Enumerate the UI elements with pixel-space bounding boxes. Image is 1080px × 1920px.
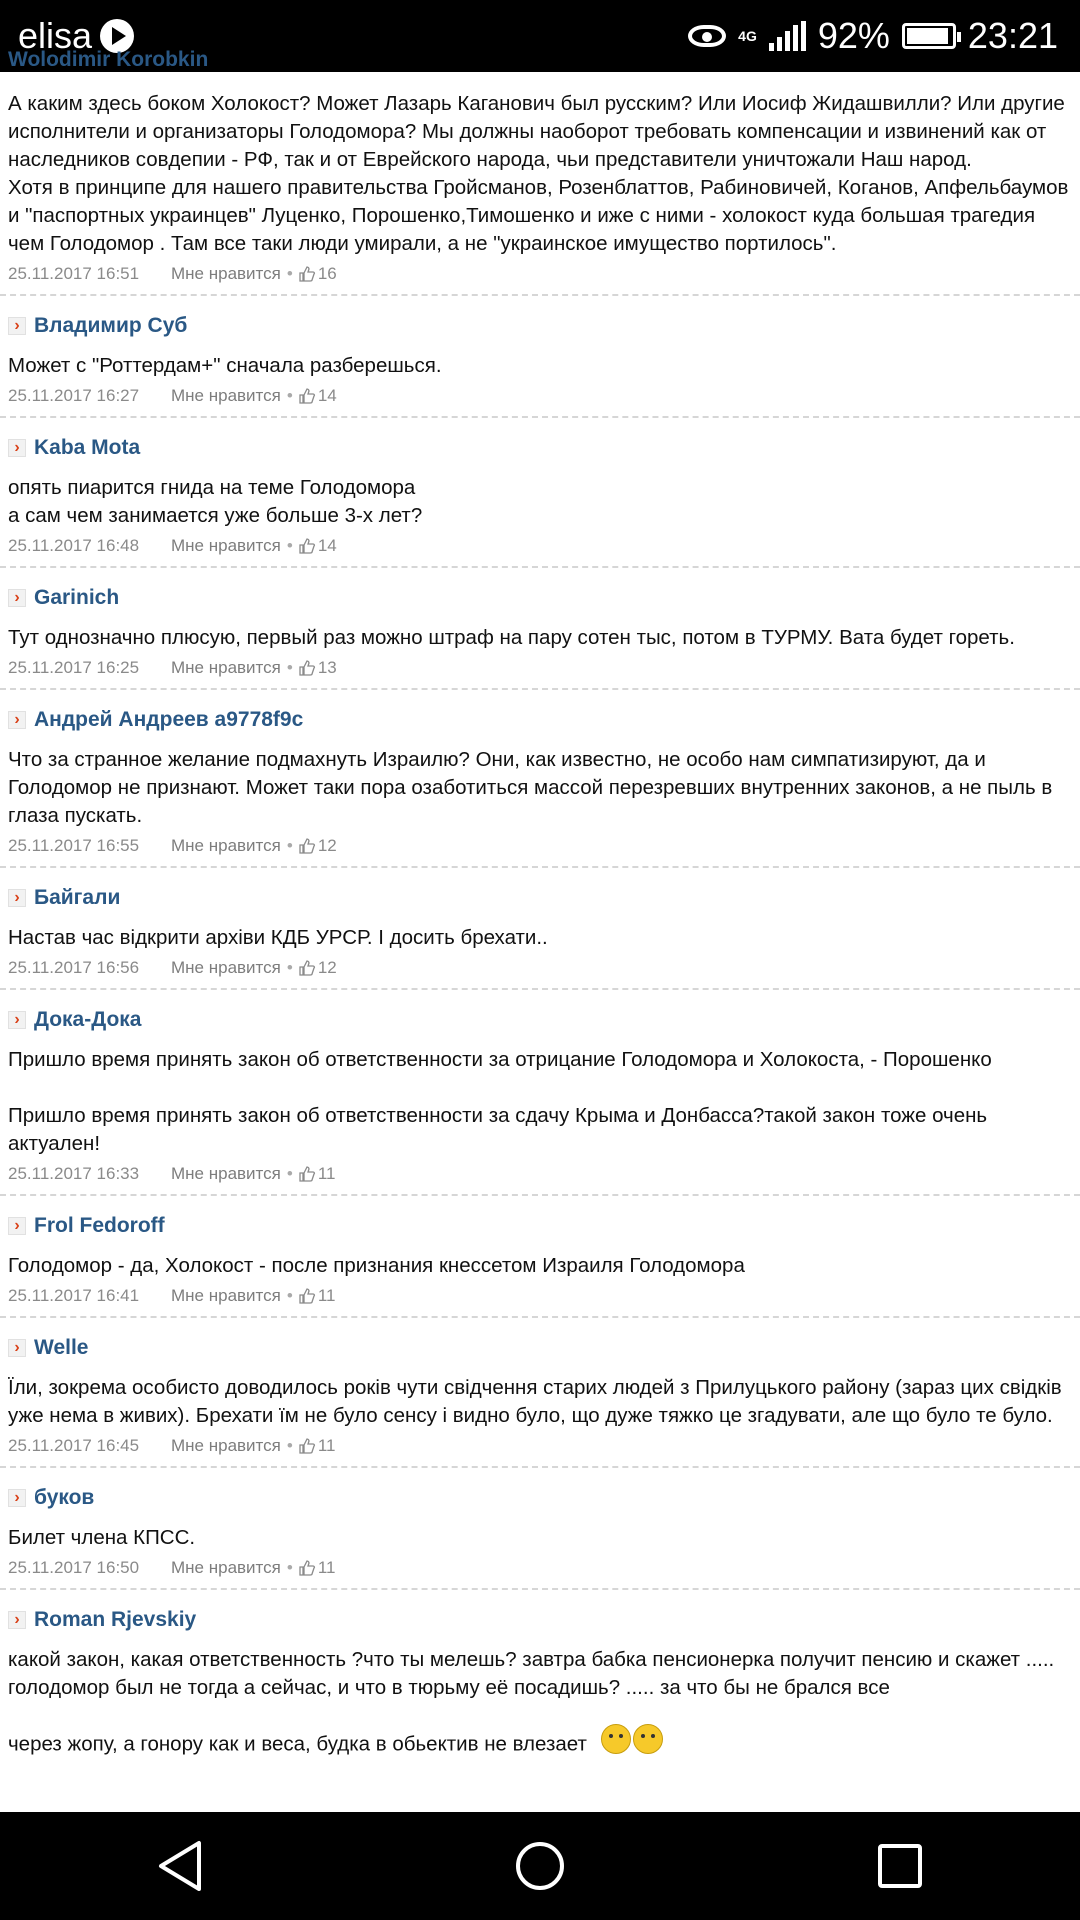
comment-meta — [8, 1552, 1072, 1588]
comment-date: 25.11.2017 16:48 — [8, 536, 140, 555]
like-count: 12 — [317, 836, 337, 855]
separator: • — [286, 958, 293, 977]
thumbs-up-icon — [299, 1560, 315, 1576]
like-count: 14 — [317, 386, 337, 405]
separator: • — [286, 264, 293, 283]
comment — [0, 296, 1080, 418]
chevron-right-icon: › — [8, 711, 26, 729]
like-count: 14 — [317, 536, 337, 555]
comment-author[interactable]: Дока-Дока — [34, 1008, 142, 1031]
emoji-icon — [633, 1724, 663, 1754]
comment — [0, 868, 1080, 990]
separator: • — [286, 1164, 293, 1183]
comment — [0, 1318, 1080, 1468]
comment-date: 25.11.2017 16:45 — [8, 1436, 140, 1455]
comment-date: 25.11.2017 16:56 — [8, 958, 140, 977]
chevron-right-icon: › — [8, 1611, 26, 1629]
like-button[interactable]: Мне нравится — [171, 1286, 281, 1305]
comment-author[interactable]: буков — [34, 1486, 95, 1509]
comment — [0, 568, 1080, 690]
comment-date: 25.11.2017 16:25 — [8, 658, 140, 677]
comment — [0, 418, 1080, 568]
like-count: 16 — [317, 264, 337, 283]
comment-text — [8, 1646, 1072, 1760]
comment-author[interactable]: Kaba Mota — [34, 436, 141, 459]
comment — [0, 1590, 1080, 1760]
thumbs-up-icon — [299, 1166, 315, 1182]
comment-text: Что за странное желание подмахнуть Израилю? Они, как известно, не особо нам симпатизируют, да и Голодомор не признают. Может таки пора озаботиться массой перезревших внутренних законов, а не пыль в глаза пускать. — [8, 748, 1053, 827]
like-count: 11 — [317, 1558, 336, 1577]
like-button[interactable]: Мне нравится — [171, 1436, 281, 1455]
like-button[interactable]: Мне нравится — [171, 1164, 281, 1183]
like-button[interactable]: Мне нравится — [171, 1558, 281, 1577]
comment-date: 25.11.2017 16:41 — [8, 1286, 140, 1305]
separator: • — [286, 386, 293, 405]
comment-author[interactable]: Байгали — [34, 886, 121, 909]
status-icons — [688, 15, 1058, 57]
comment-text: А каким здесь боком Холокост? Может Лазарь Каганович был русским? Или Иосиф Жидашвилли? Или другие исполнители и организаторы Голодомора? Мы должны наоборот требовать компенсации и извинений как от наследников совдепии - РФ, так и от Еврейского народа, чьи представители уничтожали Наш народ. Хотя в принципе для нашего правительства Гройсманов, Розенблаттов, Рабиновичей, Коганов, Апфельбаумов и "паспортных украинцев" Луценко, Порошенко,Тимошенко и иже с ними - холокост куда большая трагедия чем Голодомор . Там все таки люди умирали, а не "украинское имущество портилось". — [8, 92, 1069, 255]
like-count: 13 — [317, 658, 337, 677]
comment — [0, 72, 1080, 296]
chevron-right-icon: › — [8, 1011, 26, 1029]
network-type: 4G — [738, 28, 757, 44]
recent-apps-button[interactable] — [860, 1826, 940, 1906]
comment-author[interactable]: Frol Fedoroff — [34, 1214, 165, 1237]
like-count: 12 — [317, 958, 337, 977]
like-count: 11 — [317, 1436, 336, 1455]
back-icon — [155, 1839, 205, 1893]
chevron-right-icon: › — [8, 1217, 26, 1235]
thumbs-up-icon — [299, 838, 315, 854]
comment-meta — [8, 1430, 1072, 1466]
comment-text: Пришло время принять закон об ответственности за отрицание Голодомора и Холокоста, - Порошенко Пришло время принять закон об ответственности за сдачу Крыма и Донбасса?такой закон тоже очень актуален! — [8, 1048, 992, 1155]
comment-author-partial[interactable]: Wolodimir Korobkin — [8, 48, 209, 71]
comment — [0, 690, 1080, 868]
like-count: 11 — [317, 1286, 336, 1305]
like-button[interactable]: Мне нравится — [171, 836, 281, 855]
back-button[interactable] — [140, 1826, 220, 1906]
like-button[interactable]: Мне нравится — [171, 958, 281, 977]
battery-percent: 92% — [817, 15, 890, 56]
comment-author[interactable]: Welle — [34, 1336, 89, 1359]
comment-meta — [8, 1280, 1072, 1316]
chevron-right-icon: › — [8, 317, 26, 335]
comment-author[interactable]: Garinich — [34, 586, 120, 609]
separator: • — [286, 1558, 293, 1577]
navigation-bar — [0, 1812, 1080, 1920]
separator: • — [286, 658, 293, 677]
comment-author[interactable]: Андрей Андреев a9778f9c — [34, 708, 304, 731]
chevron-right-icon: › — [8, 589, 26, 607]
home-icon — [514, 1840, 566, 1892]
comments-list — [0, 48, 1080, 1812]
comment-date: 25.11.2017 16:27 — [8, 386, 140, 405]
comment — [0, 1196, 1080, 1318]
home-button[interactable] — [500, 1826, 580, 1906]
comment-author[interactable]: Roman Rjevskiy — [34, 1608, 197, 1631]
comment-text: опять пиарится гнида на теме Голодомора а сам чем занимается уже больше 3-х лет? — [8, 476, 423, 527]
comment-text: Настав час відкрити архіви КДБ УРСР. І досить брехати.. — [8, 926, 548, 949]
comment-text: Голодомор - да, Холокост - после признания кнессетом Израиля Голодомора — [8, 1254, 745, 1277]
comment-text: Билет члена КПСС. — [8, 1526, 196, 1549]
comment-meta — [8, 952, 1072, 988]
chevron-right-icon: › — [8, 439, 26, 457]
comment-author[interactable]: Владимир Суб — [34, 314, 188, 337]
thumbs-up-icon — [299, 1288, 315, 1304]
comment-meta — [8, 652, 1072, 688]
clock: 23:21 — [967, 15, 1058, 56]
comment-date: 25.11.2017 16:50 — [8, 1558, 140, 1577]
comment-date: 25.11.2017 16:51 — [8, 264, 140, 283]
emoji-group — [601, 1724, 663, 1754]
comment-meta — [8, 830, 1072, 866]
like-count: 11 — [317, 1164, 336, 1183]
eye-comfort-icon — [688, 25, 726, 47]
separator: • — [286, 1436, 293, 1455]
recent-apps-icon — [876, 1842, 924, 1890]
carrier-name: elisa — [18, 15, 93, 56]
thumbs-up-icon — [299, 388, 315, 404]
comment — [0, 1468, 1080, 1590]
comment-meta — [8, 380, 1072, 416]
separator: • — [286, 836, 293, 855]
separator: • — [286, 1286, 293, 1305]
comment-meta — [8, 530, 1072, 566]
thumbs-up-icon — [299, 960, 315, 976]
chevron-right-icon: › — [8, 1489, 26, 1507]
comment — [0, 990, 1080, 1196]
like-button[interactable]: Мне нравится — [171, 536, 281, 555]
thumbs-up-icon — [299, 660, 315, 676]
comment-text: Їли, зокрема особисто доводилось років чути свідчення старих людей з Прилуцького району (зараз цих свідків уже нема в живих). Брехати їм не було сенсу і видно було, що дуже тяжко це згадувати, але що було те було. — [8, 1376, 1062, 1427]
like-button[interactable]: Мне нравится — [171, 658, 281, 677]
separator: • — [286, 536, 293, 555]
comment-text: Может с "Роттердам+" сначала разберешься. — [8, 354, 442, 377]
chevron-right-icon: › — [8, 1339, 26, 1357]
comment-date: 25.11.2017 16:33 — [8, 1164, 140, 1183]
thumbs-up-icon — [299, 266, 315, 282]
thumbs-up-icon — [299, 1438, 315, 1454]
like-button[interactable]: Мне нравится — [171, 264, 281, 283]
comment-text-body: какой закон, какая ответственность ?что ты мелешь? завтра бабка пенсионерка получит пенсию и скажет ..... голодомор был не тогда а сейчас, и что в тюрьму её посадишь? ..... за что бы не брался все через жопу, а гонору как и веса, будка в обьектив не влезает — [8, 1648, 1055, 1756]
signal-icon — [769, 21, 806, 51]
thumbs-up-icon — [299, 538, 315, 554]
chevron-right-icon: › — [8, 889, 26, 907]
comment-meta — [8, 258, 1072, 294]
like-button[interactable]: Мне нравится — [171, 386, 281, 405]
emoji-icon — [601, 1724, 631, 1754]
comment-meta — [8, 1158, 1072, 1194]
comment-date: 25.11.2017 16:55 — [8, 836, 140, 855]
comment-text: Тут однозначно плюсую, первый раз можно штраф на пару сотен тыс, потом в ТУРМУ. Вата будет гореть. — [8, 626, 1015, 649]
battery-icon — [902, 23, 956, 49]
